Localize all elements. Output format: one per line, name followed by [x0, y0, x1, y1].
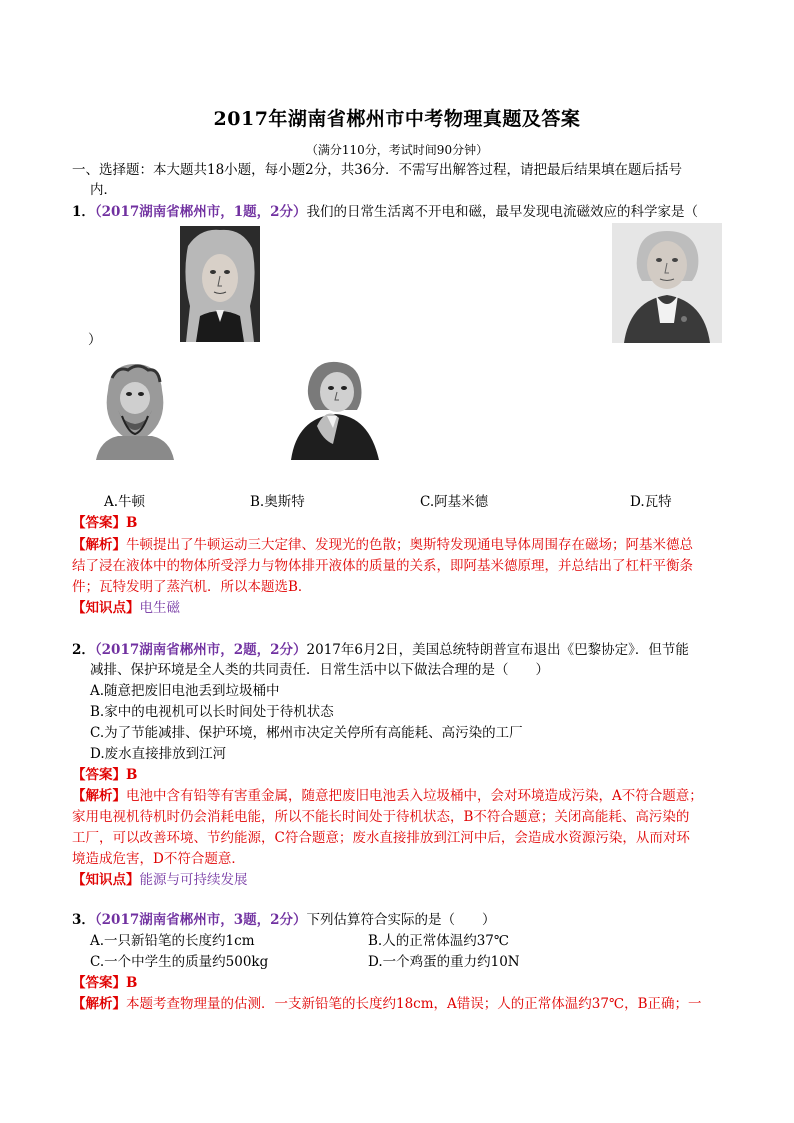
- question-2-stem-line2: 减排、保护环境是全人类的共同责任．日常生活中以下做法合理的是（ ）: [90, 662, 549, 678]
- watt-portrait-icon: [612, 223, 722, 343]
- answer-label: 【答案】: [72, 767, 126, 783]
- page-title: 2017年湖南省郴州市中考物理真题及答案: [213, 108, 581, 130]
- answer-label: 【答案】: [72, 515, 126, 531]
- q2-option-a: A.随意把废旧电池丢到垃圾桶中: [90, 683, 280, 699]
- answer-label: 【答案】: [72, 975, 126, 991]
- q3-option-a: A.一只新铅笔的长度约1cm: [90, 933, 255, 949]
- q3-option-c: C.一个中学生的质量约500kg: [90, 954, 269, 970]
- question-number: 1．: [72, 204, 95, 220]
- answer-value: B: [126, 515, 138, 531]
- knowledge-label: 【知识点】: [72, 872, 140, 888]
- q2-option-b: B.家中的电视机可以长时间处于待机状态: [90, 704, 334, 720]
- question-1-stem: [72, 202, 698, 222]
- analysis-label: 【解析】: [72, 788, 126, 804]
- question-2-stem-line1: [72, 640, 689, 660]
- knowledge-value: 能源与可持续发展: [139, 872, 248, 888]
- question-source: （2017湖南省郴州市，1题，2分）: [94, 204, 307, 220]
- question-source: （2017湖南省郴州市，3题，2分）: [94, 912, 307, 928]
- page-subtitle: （满分110分，考试时间90分钟）: [305, 143, 489, 157]
- question-1-close-paren: ）: [88, 332, 102, 348]
- oersted-portrait-icon: [287, 356, 383, 460]
- q3-analysis-line1: [72, 994, 702, 1014]
- section-heading-line2: 内．: [90, 182, 117, 198]
- q1-answer: [72, 513, 137, 533]
- q1-analysis-line1: [72, 535, 693, 555]
- q3-option-d: D.一个鸡蛋的重力约10N: [368, 954, 520, 970]
- q1-option-a: A.牛顿: [104, 494, 146, 510]
- archimedes-portrait-icon: [88, 360, 182, 460]
- analysis-text: 牛顿提出了牛顿运动三大定律、发现光的色散；奥斯特发现通电导体周围存在磁场；阿基米德总: [126, 537, 693, 553]
- q1-analysis-line2: 结了浸在液体中的物体所受浮力与物体排开液体的质量的关系，即阿基米德原理，并总结出了杠杆平衡条: [72, 558, 693, 574]
- q3-option-b: B.人的正常体温约37℃: [368, 933, 509, 949]
- analysis-label: 【解析】: [72, 537, 126, 553]
- question-text: 下列估算符合实际的是（ ）: [306, 912, 496, 928]
- q3-answer: [72, 973, 137, 993]
- question-text: 我们的日常生活离不开电和磁，最早发现电流磁效应的科学家是（: [306, 204, 699, 220]
- q2-answer: [72, 765, 137, 785]
- question-number: 3．: [72, 912, 95, 928]
- answer-value: B: [126, 767, 138, 783]
- section-heading-line1: 一、选择题：本大题共18小题，每小题2分，共36分．不需写出解答过程，请把最后结果填在题后括号: [72, 162, 682, 178]
- knowledge-label: 【知识点】: [72, 600, 140, 616]
- q2-option-d: D.废水直接排放到江河: [90, 746, 227, 762]
- question-text: 2017年6月2日，美国总统特朗普宣布退出《巴黎协定》．但节能: [306, 642, 689, 658]
- q2-analysis-line4: 境造成危害，D不符合题意．: [72, 851, 245, 867]
- q2-option-c: C.为了节能减排、保护环境，郴州市决定关停所有高能耗、高污染的工厂: [90, 725, 523, 741]
- q1-option-c: C.阿基米德: [420, 494, 489, 510]
- q1-knowledge: [72, 598, 180, 618]
- knowledge-value: 电生磁: [139, 600, 180, 616]
- newton-portrait-icon: [180, 226, 260, 342]
- q2-analysis-line2: 家用电视机待机时仍会消耗电能，所以不能长时间处于待机状态，B不符合题意；关闭高能耗、高污染的: [72, 809, 690, 825]
- q2-analysis-line1: [72, 786, 703, 806]
- analysis-text: 本题考查物理量的估测．一支新铅笔的长度约18cm，A错误；人的正常体温约37℃，B正确；一: [126, 996, 702, 1012]
- analysis-text: 电池中含有铅等有害重金属，随意把废旧电池丢入垃圾桶中，会对环境造成污染，A不符合题意；: [126, 788, 703, 804]
- question-3-stem: [72, 910, 496, 930]
- question-number: 2．: [72, 642, 95, 658]
- q2-analysis-line3: 工厂，可以改善环境、节约能源，C符合题意；废水直接排放到江河中后，会造成水资源污染，从而对环: [72, 830, 690, 846]
- answer-value: B: [126, 975, 138, 991]
- analysis-label: 【解析】: [72, 996, 126, 1012]
- q2-knowledge: [72, 870, 248, 890]
- q1-option-b: B.奥斯特: [250, 494, 305, 510]
- question-source: （2017湖南省郴州市，2题，2分）: [94, 642, 307, 658]
- q1-analysis-line3: 件；瓦特发明了蒸汽机．所以本题选B．: [72, 579, 312, 595]
- q1-option-d: D.瓦特: [630, 494, 672, 510]
